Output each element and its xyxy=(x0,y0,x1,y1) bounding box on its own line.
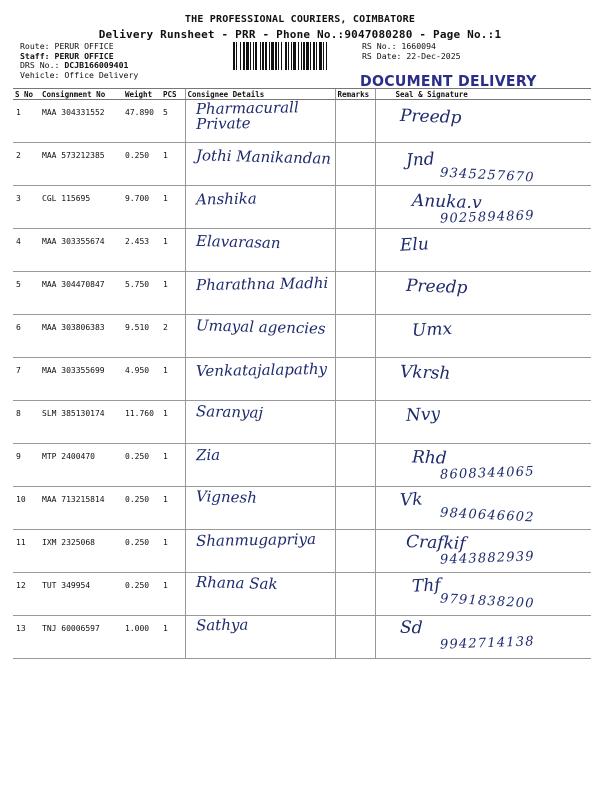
row-consignment: MAA 304470847 xyxy=(40,272,123,315)
row-sno: 11 xyxy=(13,530,40,573)
consignee-handwritten: Elavarasan xyxy=(195,231,281,252)
col-weight: Weight xyxy=(123,89,161,100)
row-weight: 0.250 xyxy=(123,530,161,573)
row-pcs: 2 xyxy=(161,315,185,358)
row-pcs: 1 xyxy=(161,573,185,616)
table-row xyxy=(13,229,591,272)
row-remarks-cell xyxy=(335,530,375,573)
row-consignment: MAA 303355699 xyxy=(40,358,123,401)
row-remarks-cell xyxy=(335,444,375,487)
row-consignment: MAA 573212385 xyxy=(40,143,123,186)
row-weight: 5.750 xyxy=(123,272,161,315)
staff-label: Staff: xyxy=(20,50,50,61)
row-weight: 0.250 xyxy=(123,143,161,186)
row-weight: 1.000 xyxy=(123,616,161,659)
row-consignment: MAA 303806383 xyxy=(40,315,123,358)
drs-label: DRS No.: xyxy=(20,60,60,70)
row-pcs: 1 xyxy=(161,272,185,315)
col-sno: S No xyxy=(13,89,40,100)
phone-handwritten: 9840646602 xyxy=(439,505,536,526)
signature-handwritten: Nvy xyxy=(405,404,441,427)
table-row xyxy=(13,401,591,444)
row-remarks-cell xyxy=(335,229,375,272)
consignee-handwritten: Pharathna Madhi xyxy=(195,274,329,295)
consignee-handwritten: Zia xyxy=(195,445,221,465)
row-weight: 11.760 xyxy=(123,401,161,444)
row-pcs: 1 xyxy=(161,530,185,573)
signature-handwritten: Preedp xyxy=(405,276,468,299)
route-value: PERUR OFFICE xyxy=(54,41,114,51)
signature-handwritten: Jnd xyxy=(405,148,436,171)
row-weight: 0.250 xyxy=(123,487,161,530)
consignee-handwritten: Vignesh xyxy=(195,487,258,508)
vehicle-label: Vehicle: xyxy=(20,69,60,80)
barcode-icon xyxy=(233,42,359,70)
row-remarks-cell xyxy=(335,100,375,143)
row-pcs: 1 xyxy=(161,616,185,659)
phone-handwritten: 9791838200 xyxy=(439,591,536,612)
row-signature-cell xyxy=(375,315,591,358)
row-consignment: TUT 349954 xyxy=(40,573,123,616)
signature-handwritten: Umx xyxy=(411,318,453,342)
consignee-handwritten: Shanmugapriya xyxy=(195,529,317,551)
row-remarks-cell xyxy=(335,487,375,530)
row-pcs: 1 xyxy=(161,401,185,444)
row-remarks-cell xyxy=(335,186,375,229)
row-sno: 5 xyxy=(13,272,40,315)
document-delivery-stamp: DOCUMENT DELIVERY xyxy=(360,72,537,90)
runsheet-subtitle: Delivery Runsheet - PRR - Phone No.:9047080280 - Page No.:1 xyxy=(98,28,502,41)
row-weight: 47.890 xyxy=(123,100,161,143)
row-sno: 2 xyxy=(13,143,40,186)
row-weight: 0.250 xyxy=(123,573,161,616)
signature-handwritten: Sd xyxy=(399,617,423,639)
row-sno: 7 xyxy=(13,358,40,401)
col-signature: Seal & Signature xyxy=(375,89,591,100)
row-sno: 1 xyxy=(13,100,40,143)
col-pcs: PCS xyxy=(161,89,185,100)
row-weight: 9.510 xyxy=(123,315,161,358)
row-consignment: MAA 304331552 xyxy=(40,100,123,143)
row-sno: 13 xyxy=(13,616,40,659)
consignee-handwritten: Sathya xyxy=(195,615,249,635)
row-pcs: 5 xyxy=(161,100,185,143)
runsheet-meta xyxy=(362,42,461,61)
row-remarks-cell xyxy=(335,401,375,444)
vehicle-value: Office Delivery xyxy=(64,69,139,80)
col-consignee: Consignee Details xyxy=(185,89,335,100)
row-weight: 2.453 xyxy=(123,229,161,272)
row-consignment: IXM 2325068 xyxy=(40,530,123,573)
row-pcs: 1 xyxy=(161,487,185,530)
row-consignment: SLM 385130174 xyxy=(40,401,123,444)
col-remarks: Remarks xyxy=(335,89,375,100)
row-pcs: 1 xyxy=(161,229,185,272)
row-weight: 0.250 xyxy=(123,444,161,487)
consignee-handwritten: Umayal agencies xyxy=(195,316,326,338)
staff-value: PERUR OFFICE xyxy=(54,50,114,61)
company-title: THE PROFESSIONAL COURIERS, COIMBATORE xyxy=(184,14,416,25)
consignee-handwritten: Anshika xyxy=(195,189,257,209)
row-weight: 4.950 xyxy=(123,358,161,401)
row-sno: 3 xyxy=(13,186,40,229)
drs-value: DCJB166009401 xyxy=(64,60,129,70)
signature-handwritten: Thf xyxy=(411,574,442,597)
row-sno: 10 xyxy=(13,487,40,530)
phone-handwritten: 9345257670 xyxy=(439,165,536,186)
phone-handwritten: 9942714138 xyxy=(439,634,535,653)
row-weight: 9.700 xyxy=(123,186,161,229)
vehicle-line xyxy=(20,71,138,81)
row-consignment: TNJ 60006597 xyxy=(40,616,123,659)
signature-handwritten: Vkrsh xyxy=(399,361,451,384)
row-consignment: MAA 713215814 xyxy=(40,487,123,530)
rs-date: RS Date: 22-Dec-2025 xyxy=(362,50,461,61)
row-remarks-cell xyxy=(335,272,375,315)
row-sno: 12 xyxy=(13,573,40,616)
row-sno: 6 xyxy=(13,315,40,358)
route-label: Route: xyxy=(20,41,50,51)
col-consignment: Consignment No xyxy=(40,89,123,100)
signature-handwritten: Preedp xyxy=(399,105,462,129)
signature-handwritten: Vk xyxy=(399,489,424,511)
signature-handwritten: Anuka.v xyxy=(411,190,482,214)
row-pcs: 1 xyxy=(161,358,185,401)
table-header xyxy=(13,89,591,100)
row-sno: 8 xyxy=(13,401,40,444)
row-pcs: 1 xyxy=(161,143,185,186)
row-consignment: MTP 2400470 xyxy=(40,444,123,487)
phone-handwritten: 9443882939 xyxy=(439,549,535,568)
consignee-handwritten: Jothi Manikandan xyxy=(195,145,332,168)
signature-handwritten: Elu xyxy=(399,234,430,256)
row-remarks-cell xyxy=(335,573,375,616)
row-consignment: CGL 115695 xyxy=(40,186,123,229)
row-consignment: MAA 303355674 xyxy=(40,229,123,272)
signature-handwritten: Crafkif xyxy=(405,531,466,555)
row-sno: 9 xyxy=(13,444,40,487)
signature-handwritten: Rhd xyxy=(411,447,447,469)
consignee-handwritten: Venkatajalapathy xyxy=(195,359,328,380)
route-info xyxy=(20,42,138,80)
row-sno: 4 xyxy=(13,229,40,272)
row-remarks-cell xyxy=(335,616,375,659)
phone-handwritten: 9025894869 xyxy=(439,208,535,227)
consignee-handwritten: Saranyaj xyxy=(195,402,264,423)
row-remarks-cell xyxy=(335,143,375,186)
rs-number: RS No.: 1660094 xyxy=(362,41,436,51)
row-pcs: 1 xyxy=(161,444,185,487)
consignee-handwritten: Rhana Sak xyxy=(195,572,278,593)
row-remarks-cell xyxy=(335,315,375,358)
phone-handwritten: 8608344065 xyxy=(439,464,535,483)
row-remarks-cell xyxy=(335,358,375,401)
row-pcs: 1 xyxy=(161,186,185,229)
consignee-handwritten: Pharmacurall Private xyxy=(195,98,299,134)
